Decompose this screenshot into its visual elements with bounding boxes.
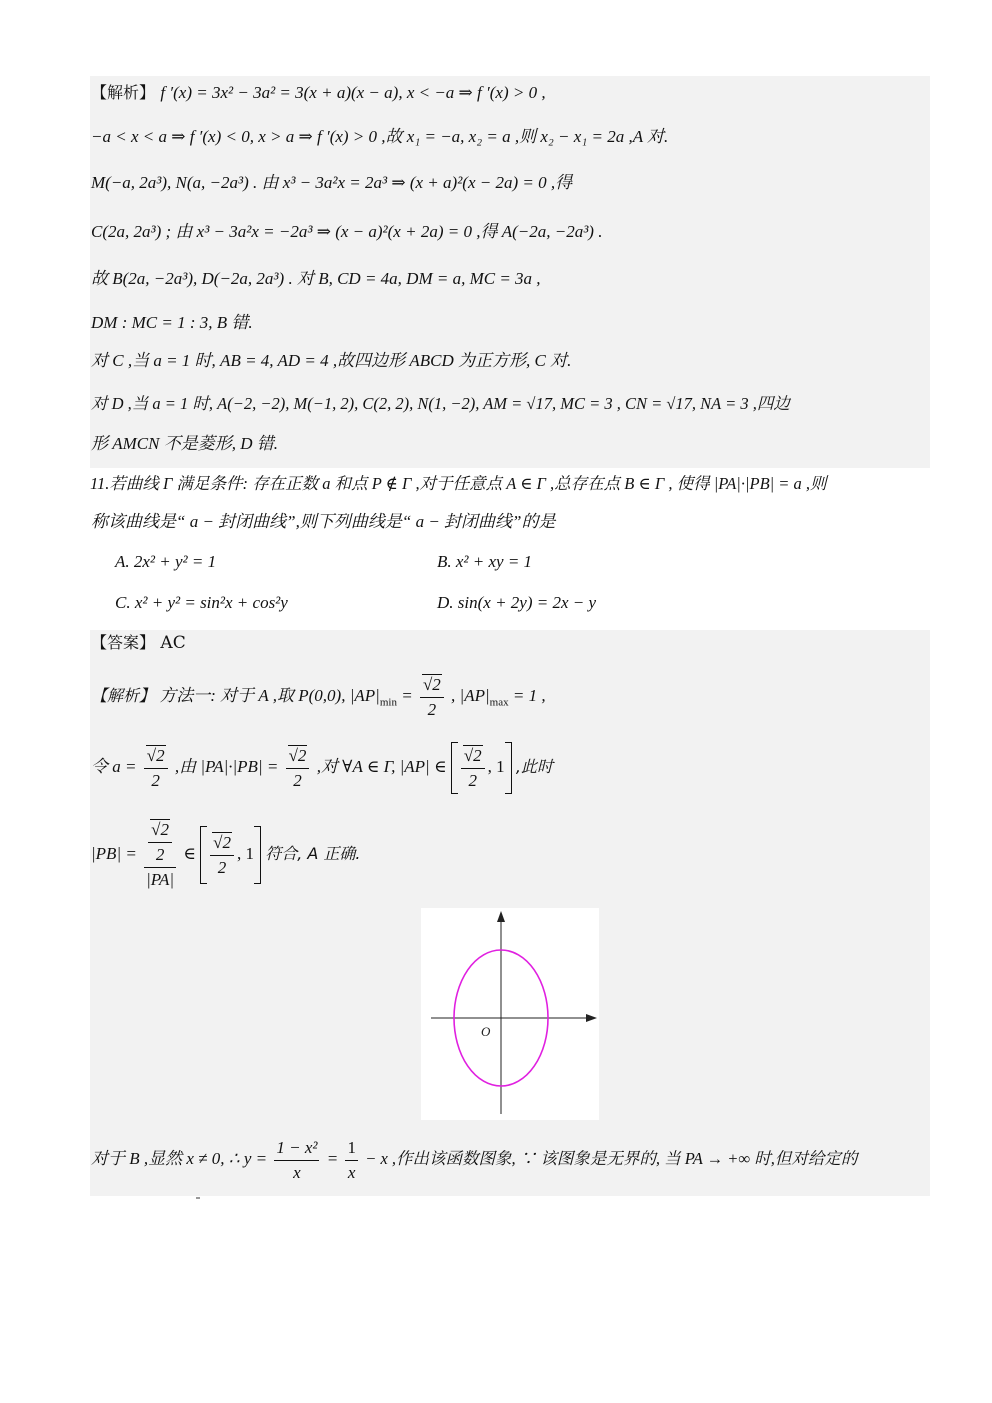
pa-denominator: |PA|: [146, 870, 175, 890]
option-b-rest: − x ,作出该函数图象, ∵ 该图象是无界的, 当 PA → +∞ 时,但对给定的: [365, 1149, 858, 1168]
analysis1-line-8: 对 D ,当 a = 1 时, A(−2, −2), M(−1, 2), C(2, 2), N(1, −2), AM = √17, MC = 3 , CN = √17, NA = 3 ,四边: [91, 394, 790, 413]
x-axis-arrow-icon: [586, 1014, 597, 1022]
pb-text: |PB| =: [91, 844, 137, 863]
right-bracket: [505, 742, 512, 794]
interval-low-fraction: [461, 744, 485, 793]
answer-value: AC: [160, 633, 186, 653]
let-a-text: 令 a =: [91, 757, 137, 776]
reciprocal-numerator: 1: [345, 1136, 358, 1161]
max-subscript: max: [489, 696, 509, 709]
function-denominator: x: [293, 1162, 301, 1182]
min-subscript: min: [379, 696, 397, 709]
y-axis-arrow-icon: [497, 911, 505, 922]
interval-low-fraction: [210, 831, 234, 880]
analysis1-line-4: C(2a, 2a³) ; 由 x³ − 3a²x = −2a³ ⇒ (x − a)²(x + 2a) = 0 ,得 A(−2a, −2a³) .: [91, 222, 603, 241]
then-text: ,此时: [515, 757, 553, 776]
analysis1-line-1: [91, 80, 546, 106]
inner-fraction: [148, 818, 172, 867]
analysis2-tag: 【解析】: [91, 686, 156, 705]
page-mark: [196, 1197, 200, 1199]
sqrt2-numerator: √2: [422, 674, 441, 694]
analysis1-line-6: DM : MC = 1 : 3, B 错.: [91, 313, 253, 332]
fraction-denominator: 2: [151, 770, 160, 790]
sqrt2-numerator: √2: [288, 745, 307, 765]
analysis1-line-3: M(−a, 2a³), N(a, −2a³) . 由 x³ − 3a²x = 2a³ ⇒ (x + a)²(x − 2a) = 0 ,得: [91, 173, 573, 192]
sqrt2-numerator: √2: [463, 745, 482, 765]
belongs-symbol: ∈: [183, 844, 196, 863]
sqrt2-over-2-fraction: [420, 673, 444, 722]
option-a: A. 2x² + y² = 1: [115, 552, 217, 571]
analysis2-line-3: [91, 812, 361, 896]
method1-text: 方法一: 对于 A ,取 P(0,0), |AP|: [159, 686, 380, 705]
analysis2-line-4: [91, 1132, 857, 1186]
fraction-denominator: 2: [217, 857, 227, 877]
forall-text: ,对 ∀A ∈ Γ, |AP| ∈: [316, 757, 447, 776]
question-stem-line-1: 11.若曲线 Γ 满足条件: 存在正数 a 和点 P ∉ Γ ,对于任意点 A ∈ Γ ,总存在点 B ∈ Γ , 使得 |PA|·|PB| = a ,则: [90, 474, 827, 493]
a-value-fraction: [144, 744, 168, 793]
fraction-denominator: 2: [468, 770, 477, 790]
interval-high: , 1: [236, 844, 254, 863]
answer-line: [91, 630, 186, 656]
analysis-tag: 【解析】: [91, 83, 156, 102]
reciprocal-denominator: x: [347, 1162, 356, 1182]
option-c: C. x² + y² = sin²x + cos²y: [115, 593, 288, 612]
sqrt2-numerator: √2: [151, 820, 169, 840]
function-fraction: [274, 1136, 319, 1185]
option-d: D. sin(x + 2y) = 2x − y: [437, 593, 597, 612]
analysis1-line-7: 对 C ,当 a = 1 时, AB = 4, AD = 4 ,故四边形 ABCD 为正方形, C 对.: [91, 351, 572, 370]
left-bracket: [451, 742, 458, 794]
fraction-denominator: 2: [427, 699, 437, 719]
reciprocal-fraction: [345, 1136, 358, 1185]
analysis1-line-9: 形 AMCN 不是菱形, D 错.: [91, 434, 278, 453]
ellipse-graph-svg: [421, 908, 599, 1120]
option-b: B. x² + xy = 1: [437, 552, 533, 571]
sqrt2-numerator: √2: [146, 745, 165, 765]
right-bracket: [254, 826, 261, 884]
answer-tag: 【答案】: [91, 633, 156, 652]
product-text: ,由 |PA|·|PB| =: [174, 757, 279, 776]
derivative-text: f ′(x) = 3x² − 3a² = 3(x + a)(x − a), x < −a ⇒ f ′(x) > 0 ,: [160, 83, 546, 102]
analysis2-line-1: [91, 668, 546, 730]
analysis2-line-2: [91, 738, 553, 796]
pb-compound-fraction: [144, 818, 176, 892]
question-stem-line-2: 称该曲线是“ a − 封闭曲线”,则下列曲线是“ a − 封闭曲线”的是: [91, 512, 556, 531]
fraction-denominator: 2: [155, 845, 165, 865]
max-value: = 1 ,: [512, 686, 546, 705]
function-numerator: 1 − x²: [274, 1136, 319, 1161]
conclusion-a-text: 符合, A 正确.: [265, 844, 361, 863]
origin-label: O: [481, 1024, 491, 1039]
analysis1-line-2: −a < x < a ⇒ f ′(x) < 0, x > a ⇒ f ′(x) > 0 ,故 x₁ = −a, x₂ = a ,则 x₂ − x₁ = 2a ,A 对.: [91, 127, 669, 146]
max-text: , |AP|: [451, 686, 490, 705]
ellipse-graph: [421, 908, 599, 1120]
option-b-text: 对于 B ,显然 x ≠ 0, ∴ y =: [91, 1149, 268, 1168]
fraction-denominator: 2: [293, 770, 302, 790]
analysis1-line-5: 故 B(2a, −2a³), D(−2a, 2a³) . 对 B, CD = 4a, DM = a, MC = 3a ,: [91, 269, 541, 288]
left-bracket: [200, 826, 207, 884]
equals: =: [326, 1149, 339, 1168]
sqrt2-numerator: √2: [213, 832, 231, 852]
interval-high: , 1: [487, 757, 505, 776]
equals: =: [401, 686, 413, 705]
product-value-fraction: [286, 744, 310, 793]
